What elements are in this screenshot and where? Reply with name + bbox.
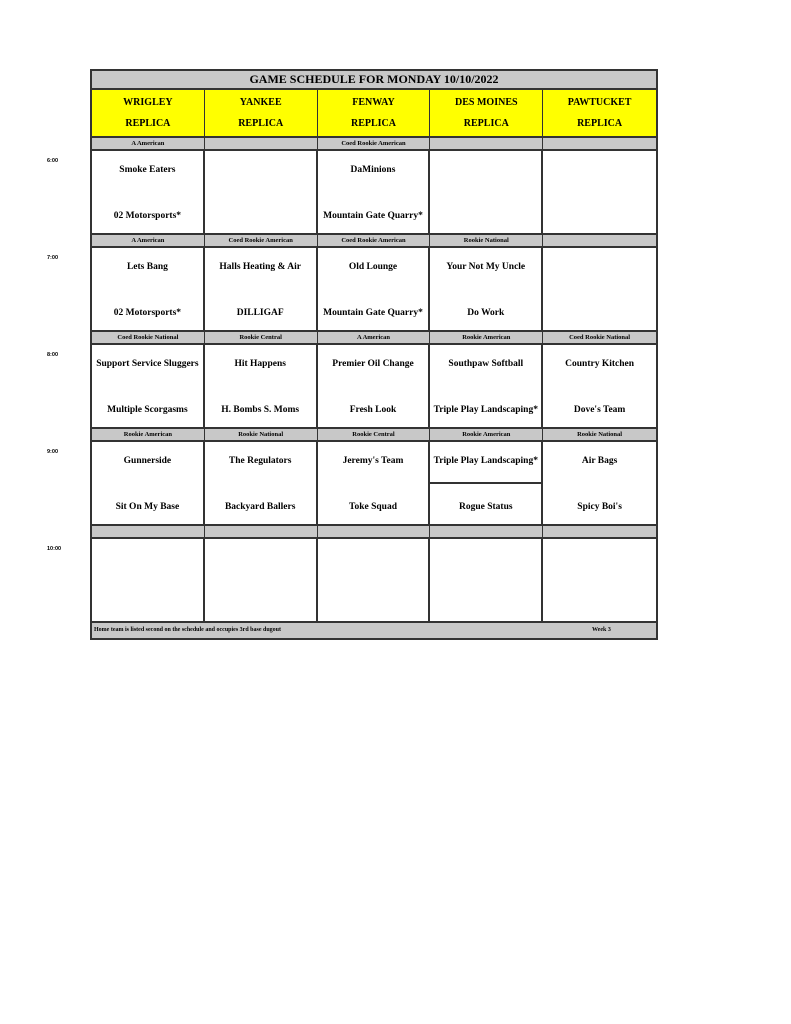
field-sub: REPLICA — [125, 118, 171, 129]
games-row — [47, 539, 656, 623]
division-label: Coed Rookie National — [569, 334, 631, 341]
field-sub: REPLICA — [238, 118, 284, 129]
division-label: Rookie American — [430, 429, 543, 440]
game-cell — [543, 345, 656, 427]
game-cell — [92, 248, 205, 330]
time-slot-9 — [47, 429, 656, 526]
away-team: Halls Heating & Air — [219, 262, 301, 272]
division-label — [92, 526, 205, 537]
game-cell — [92, 539, 205, 621]
away-team: Your Not My Uncle — [446, 262, 526, 272]
games-row — [47, 151, 656, 235]
week-label: Week 3 — [592, 627, 611, 633]
division-label: Rookie American — [430, 332, 543, 343]
time-label: 6:00 — [47, 158, 59, 164]
field-header-fenway — [318, 90, 431, 136]
field-header-row — [92, 90, 656, 138]
home-team: Mountain Gate Quarry* — [323, 211, 423, 221]
footer-note: Home team is listed second on the schedule and occupies 3rd base dugout — [94, 627, 282, 633]
game-cell — [318, 248, 431, 330]
field-sub: REPLICA — [350, 118, 396, 129]
game-cell — [543, 442, 656, 524]
game-cell — [543, 151, 656, 233]
field-sub: REPLICA — [577, 118, 623, 129]
division-label — [543, 235, 656, 246]
game-cell — [92, 151, 205, 233]
field-header-pawtucket — [543, 90, 656, 136]
away-team: Lets Bang — [126, 262, 168, 272]
division-label — [318, 526, 431, 537]
division-label — [205, 138, 318, 149]
home-team: Sit On My Base — [115, 502, 180, 512]
home-team: Spicy Boi's — [577, 502, 622, 512]
division-label: Rookie National — [430, 235, 543, 246]
division-label: A American — [92, 235, 205, 246]
division-label — [430, 138, 543, 149]
division-label: A American — [318, 332, 431, 343]
home-team: Backyard Ballers — [224, 502, 296, 512]
time-label: 10:00 — [47, 546, 62, 552]
division-row — [92, 429, 656, 442]
division-label: Coed Rookie American — [318, 138, 431, 149]
time-slot-10 — [47, 526, 656, 623]
game-cell — [430, 442, 543, 524]
schedule-title: GAME SCHEDULE FOR MONDAY 10/10/2022 — [92, 71, 656, 90]
game-cell — [205, 442, 318, 524]
time-slot-6 — [47, 138, 656, 235]
away-team: DaMinions — [350, 165, 396, 175]
away-team: Old Lounge — [348, 262, 398, 272]
game-cell — [205, 248, 318, 330]
division-label — [430, 526, 543, 537]
game-cell — [543, 539, 656, 621]
division-label: Rookie National — [577, 431, 623, 438]
game-cell — [430, 345, 543, 427]
game-cell — [318, 539, 431, 621]
games-row — [47, 345, 656, 429]
game-cell — [318, 151, 431, 233]
field-sub: REPLICA — [463, 118, 509, 129]
field-name: WRIGLEY — [123, 97, 173, 108]
away-team: Triple Play Landscaping* — [433, 456, 538, 466]
division-label — [543, 138, 656, 149]
time-label: 8:00 — [47, 352, 59, 358]
away-team: The Regulators — [228, 456, 292, 466]
home-team: Rogue Status — [459, 502, 513, 512]
division-label: Rookie Central — [205, 332, 318, 343]
division-label: Coed Rookie American — [318, 235, 431, 246]
division-label — [205, 526, 318, 537]
away-team: Southpaw Softball — [448, 359, 524, 369]
home-team: Toke Squad — [349, 502, 397, 512]
division-label: Coed Rookie American — [205, 235, 318, 246]
schedule-footer — [92, 623, 656, 638]
game-cell — [543, 248, 656, 330]
time-label: 7:00 — [47, 255, 59, 261]
time-slot-7 — [47, 235, 656, 332]
division-label: Rookie National — [205, 429, 318, 440]
away-team: Hit Happens — [234, 359, 286, 369]
game-cell — [430, 151, 543, 233]
field-header-des-moines — [430, 90, 543, 136]
game-cell — [92, 442, 205, 524]
home-team: Triple Play Landscaping* — [433, 405, 538, 415]
home-team: Fresh Look — [349, 405, 397, 415]
game-cell — [318, 345, 431, 427]
away-team: Smoke Eaters — [119, 165, 176, 175]
away-team: Support Service Sluggers — [96, 359, 199, 369]
games-row — [47, 442, 656, 526]
away-team: Jeremy's Team — [342, 456, 404, 466]
time-label: 9:00 — [47, 449, 59, 455]
time-slot-8 — [47, 332, 656, 429]
home-team: Multiple Scorgasms — [107, 405, 188, 415]
field-name: YANKEE — [239, 97, 282, 108]
home-team: H. Bombs S. Moms — [221, 405, 300, 415]
home-team: 02 Motorsports* — [113, 211, 182, 221]
home-team: Mountain Gate Quarry* — [323, 308, 423, 318]
division-label — [543, 526, 656, 537]
schedule-sheet — [47, 69, 658, 640]
home-team: DILLIGAF — [236, 308, 284, 318]
division-label: A American — [92, 138, 205, 149]
away-team: Gunnerside — [123, 456, 172, 466]
away-team: Country Kitchen — [565, 359, 635, 369]
division-label: Rookie Central — [318, 429, 431, 440]
game-cell — [205, 539, 318, 621]
division-label: Rookie American — [92, 429, 205, 440]
field-name: FENWAY — [352, 97, 395, 108]
game-cell — [318, 442, 431, 524]
field-header-wrigley — [92, 90, 205, 136]
home-team: Dove's Team — [573, 405, 626, 415]
division-row — [92, 235, 656, 248]
game-cell — [205, 151, 318, 233]
game-cell — [430, 539, 543, 621]
division-row — [92, 332, 656, 345]
games-row — [47, 248, 656, 332]
game-cell — [430, 248, 543, 330]
away-team: Air Bags — [581, 456, 618, 466]
field-header-yankee — [205, 90, 318, 136]
field-name: PAWTUCKET — [567, 97, 632, 108]
division-row — [92, 526, 656, 539]
home-team: 02 Motorsports* — [113, 308, 182, 318]
division-row — [92, 138, 656, 151]
division-label: Coed Rookie National — [92, 332, 205, 343]
away-team: Premier Oil Change — [332, 359, 414, 369]
cell-divider — [430, 482, 541, 484]
game-cell — [205, 345, 318, 427]
home-team: Do Work — [467, 308, 505, 318]
game-cell — [92, 345, 205, 427]
field-name: DES MOINES — [455, 97, 518, 108]
